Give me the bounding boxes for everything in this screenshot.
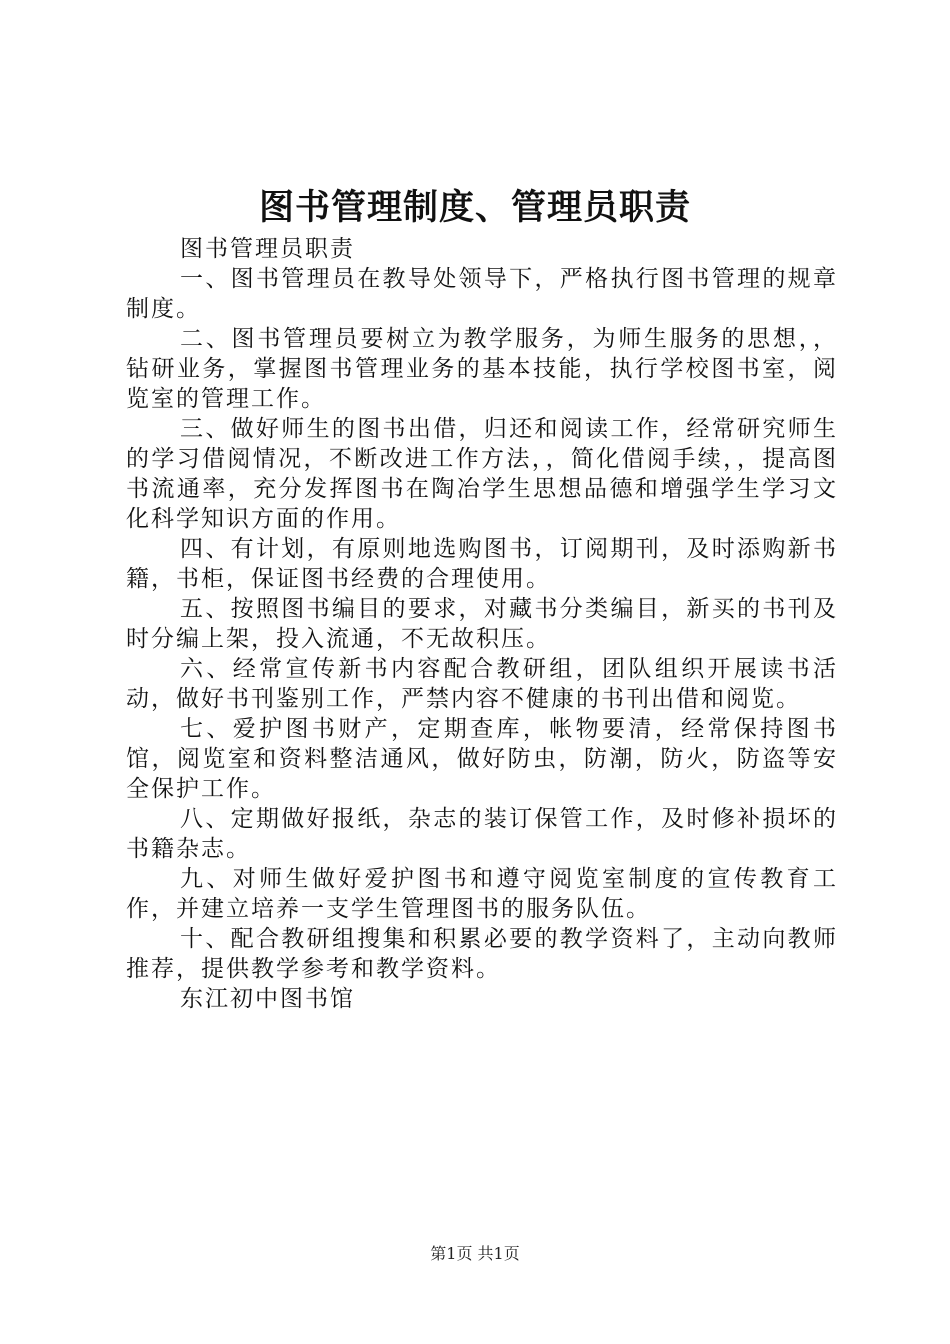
duty-item-5: 五、按照图书编目的要求，对藏书分类编目，新买的书刊及时分编上架，投入流通，不无故积压。 [126,596,838,652]
signature-line: 东江初中图书馆 [180,986,355,1012]
duty-item-8: 八、定期做好报纸，杂志的装订保管工作，及时修补损坏的书籍杂志。 [126,806,838,862]
document-body [126,234,838,1014]
duty-item-9: 九、对师生做好爱护图书和遵守阅览室制度的宣传教育工作，并建立培养一支学生管理图书的服务队伍。 [126,866,838,922]
duty-item-4: 四、有计划，有原则地选购图书，订阅期刊，及时添购新书籍，书柜，保证图书经费的合理使用。 [126,536,838,592]
duty-item-10: 十、配合教研组搜集和积累必要的教学资料了，主动向教师推荐，提供教学参考和教学资料。 [126,926,838,982]
duty-item-6: 六、经常宣传新书内容配合教研组，团队组织开展读书活动，做好书刊鉴别工作，严禁内容不健康的书刊出借和阅览。 [126,656,838,712]
duty-item-3: 三、做好师生的图书出借，归还和阅读工作，经常研究师生的学习借阅情况，不断改进工作方法，，简化借阅手续，，提高图书流通率，充分发挥图书在陶冶学生思想品德和增强学生学习文化科学知识方面的作用。 [126,416,838,532]
page-title: 图书管理制度、管理员职责 [258,187,691,228]
section-heading: 图书管理员职责 [180,236,355,262]
duty-item-7: 七、爱护图书财产，定期查库，帐物要清，经常保持图书馆，阅览室和资料整洁通风，做好防虫，防潮，防火，防盗等安全保护工作。 [126,716,838,802]
duty-item-1: 一、图书管理员在教导处领导下，严格执行图书管理的规章制度。 [126,266,838,322]
page-number: 第1页 共1页 [430,1244,520,1263]
duty-item-2: 二、图书管理员要树立为教学服务，为师生服务的思想，，钻研业务，掌握图书管理业务的基本技能，执行学校图书室，阅览室的管理工作。 [126,326,838,412]
